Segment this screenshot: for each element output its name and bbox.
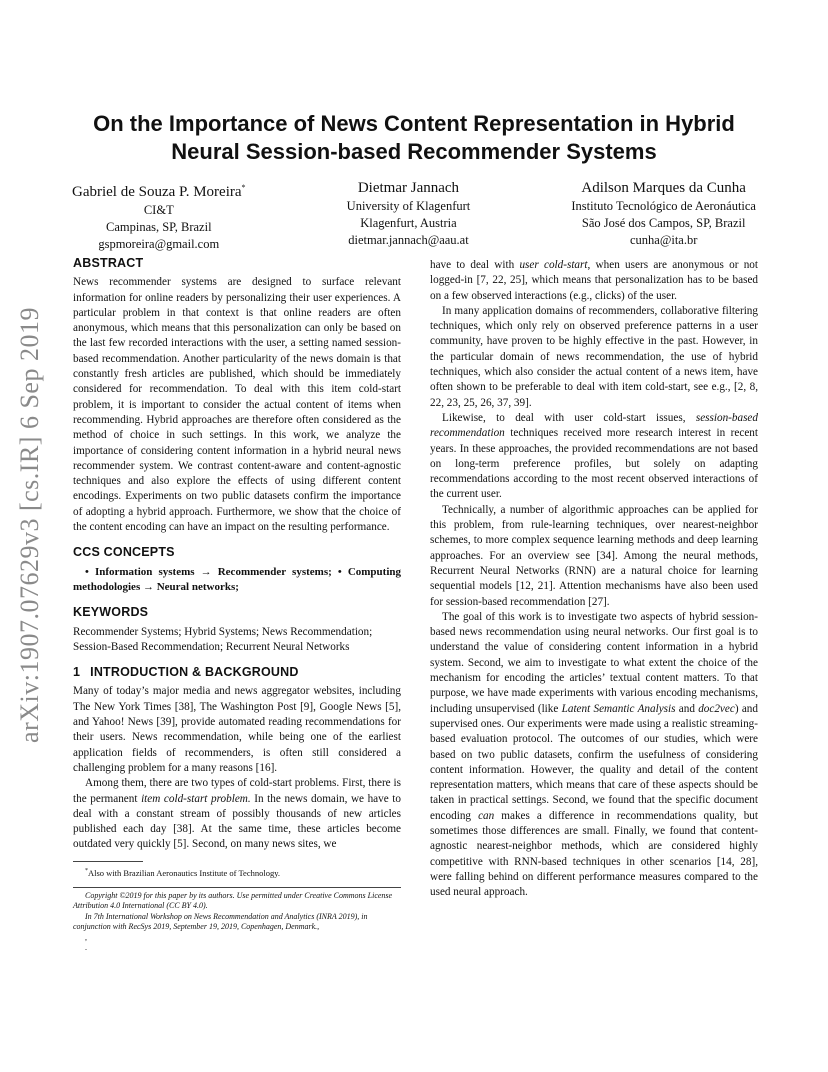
emphasis-run: session-based recommendation [430,411,758,440]
text-run: In the news domain, we have to deal with a constant stream of possibly thousands of new articles published each day [38]. At the same time, these articles become outdated very quickly [5]. Second, on many news sites, we [73,792,402,851]
emphasis-run: item cold-start problem. [141,792,251,805]
author-2 [347,178,471,253]
right-paragraph-2: In many application domains of recommenders, collaborative filtering techniques, which only rely on observed preference patterns in a user community, have proven to be highly effective in the past. However, in the particular domain of news recommendation, the use of hybrid techniques, which also consider the actual content of a news item, have often shown to be preferable to deal with item cold-start, see e.g., [2, 8, 22, 23, 25, 26, 37, 39]. [430,304,758,409]
abstract-text: News recommender systems are designed to surface relevant information for online readers by personalizing their user experiences. A particular problem in that context is that online readers are often anonymous, which means that this personalization can only be based on the last few recorded interactions with the user, a setting named session-based recommendation. Another particularity of the news domain is that constantly fresh articles are published, which should be immediately considered for recommendation. To deal with this item cold-start problem, it is important to consider the actual content of items when recommending. Hybrid approaches are therefore often considered as the method of choice in such settings. In this work, we analyze the importance of considering content information in a hybrid neural news recommender system. We contrast content-aware and content-agnostic techniques and also explore the effects of using different content encodings. Experiments on two public datasets confirm the importance of adopting a hybrid approach. Furthermore, we show that the choice of the content encoding can have an impact on the resulting performance. [73,276,401,534]
text-run: , when users are anonymous or not logged-in [7, 22, 25], which means that personalization has to be based on a few observed interactions (e.g., clicks) of the user. [430,259,758,302]
author-name-text: Gabriel de Souza P. Moreira [72,184,242,200]
text-run: makes a difference in recommendations quality, but sometimes those differences are small. Finally, we found that content-agnostic nearest-neighbor methods, which are considered highly competitive with RNN-based techniques in other scenarios [14, 28], were falling behind on different performance measures compared to the used neural approach. [430,809,758,899]
author-footnote-mark: * [241,183,246,192]
footnote-text: Also with Brazilian Aeronautics Institute of Technology. [88,867,281,878]
emphasis-run: Latent Semantic Analysis [561,702,676,715]
arrow-symbol: → [142,580,154,593]
author-affiliation: CI&T [143,203,174,217]
ccs-term: Computing methodologies [73,565,401,593]
paper-title-line-1: On the Importance of News Content Representation in Hybrid [93,111,735,136]
right-paragraph-4: Technically, a number of algorithmic approaches can be applied for this problem, from rule-learning techniques, over nearest-neighbor schemes, to more complex sequence learning methods and deep learning approaches. For an overview see [34]. Among the neural methods, Recurrent Neural Networks (RNN) are a natural choice for learning sequential models [12, 21]. Attention mechanisms have also been used for session-based recommendation [27]. [430,503,758,608]
introduction-heading [73,665,401,680]
intro-paragraph-2 [73,776,401,852]
section-number: 1 [73,665,81,680]
ccs-term: Information systems [94,565,195,578]
text-run: ) and supervised ones. Our experiments were made using a realistic streaming-based evaluation protocol. The outcomes of our studies, which were based on two public datasets, confirm the usefulness of considering content information. However, the quality and detail of the content representation matters, which means that care of these aspects should be taken in practical settings. Second, we found that the specific document encoding [430,702,758,822]
section-title: INTRODUCTION & BACKGROUND [90,665,299,680]
bullet: • [85,565,89,578]
author-1 [72,178,246,253]
paper-title [60,110,768,166]
ccs-term: Neural networks; [156,580,239,593]
text-run: Likewise, to deal with user cold-start issues, [442,411,696,424]
arxiv-identifier-text: arXiv:1907.07629v3 [cs.IR] 6 Sep 2019 [15,307,44,743]
author-affiliation: University of Klagenfurt [346,199,471,213]
author-email: dietmar.jannach@aau.at [348,233,469,247]
author-location: Klagenfurt, Austria [360,216,457,230]
text-run: Among them, there are two types of cold-start problems. First, there is the permanent [73,777,401,805]
footnote [73,866,401,879]
abstract-heading: ABSTRACT [73,256,144,270]
ccs-term: Recommender systems; [217,565,332,578]
notice-trailer: . [85,943,87,953]
copyright-notice: Copyright ©2019 for this paper by its authors. Use permitted under Creative Commons License Attribution 4.0 International (CC BY 4.0). [73,890,393,911]
author-email: gspmoreira@gmail.com [98,237,220,251]
bullet: • [337,565,342,578]
author-name [72,178,246,202]
venue-notice: In 7th International Workshop on News Recommendation and Analytics (INRA 2019), in conjunction with RecSys 2019, September 19, 2019, Copenhagen, Denmark., [73,911,368,932]
copyright-rule [73,887,401,888]
footnote-rule [73,861,143,862]
author-name: Dietmar Jannach [357,180,460,196]
author-email: cunha@ita.br [629,233,698,247]
text-run: techniques received more research interest in recent years. In these approaches, the provided recommendations are not based on long-term preference profiles, but solely on adapting recommendations according to the most recent observed interactions of the current user. [430,427,758,501]
right-paragraph-1 [430,258,758,304]
author-3 [571,178,756,253]
right-paragraph-3 [430,411,758,503]
author-location: Campinas, SP, Brazil [105,220,212,234]
emphasis-run: user cold-start [519,259,588,271]
text-run: and [675,702,699,715]
emphasis-run: doc2vec [698,702,735,715]
right-paragraph-5 [430,610,758,901]
footnote-mark: * [85,867,88,874]
keywords-heading: KEYWORDS [73,605,149,620]
author-block [72,178,756,253]
author-location: São José dos Campos, SP, Brazil [581,216,746,230]
text-run: The goal of this work is to investigate two aspects of hybrid session-based news recommendation using neural networks. Our first goal is to understand the value of considering content information in a hybrid system. Second, we aim to investigate to what extent the choice of the mechanism for encoding the articles’ textual content matters. To that purpose, we have made experiments with various encoding mechanisms, including unsupervised (like [430,610,758,715]
left-column [73,256,401,954]
notice-trailer: , [85,932,87,942]
right-column [430,258,758,900]
arrow-symbol: → [200,565,212,578]
paper-title-line-2: Neural Session-based Recommender Systems [171,139,657,164]
arxiv-identifier-stamp [2,300,58,750]
author-affiliation: Instituto Tecnológico de Aeronáutica [571,199,756,213]
emphasis-run: can [478,809,495,822]
ccs-concepts-text [73,565,401,596]
author-name: Adilson Marques da Cunha [581,180,746,196]
text-run: have to deal with [430,259,520,271]
intro-paragraph-1: Many of today’s major media and news aggregator websites, including The New York Times [38], The Washington Post [9], Google News [5], and Yahoo! News [39], provide automated reading recommendations for their users. News recommendation, while being one of the earliest application fields of recommenders, is often still considered a challenging problem for a many reasons [16]. [73,685,401,774]
ccs-concepts-heading: CCS CONCEPTS [73,545,175,560]
keywords-text: Recommender Systems; Hybrid Systems; News Recommendation; Session-Based Recommendation; Recurrent Neural Networks [73,625,373,653]
